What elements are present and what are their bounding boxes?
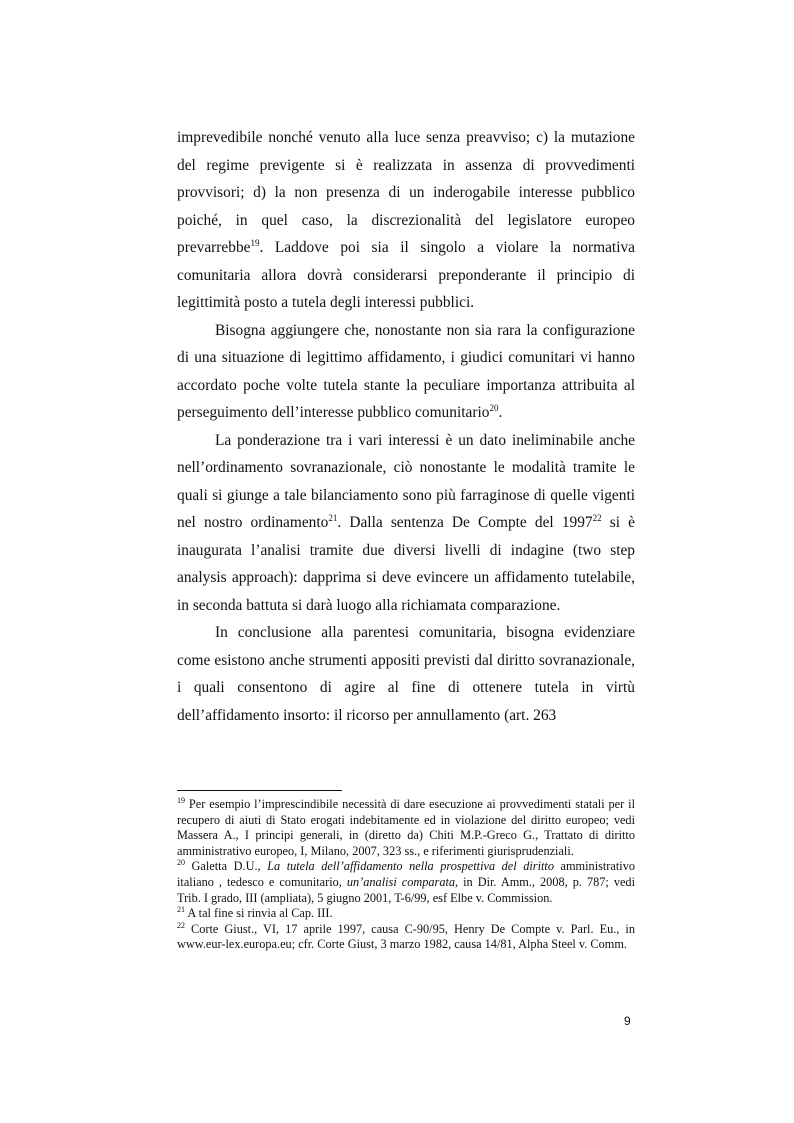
footnote-22: $^{22}$ Corte Giust., VI, 17 aprile 1997, causa C-90/95, Henry De Compte v. Parl. Eu., in www.eur-lex.europa.eu; cfr. Corte Giust, 3 marzo 1982, causa 14/81, Alpha Steel v. Comm. — [177, 920, 635, 952]
footnote-ref-19: 19 — [250, 238, 260, 248]
footnote-ref-21: 21 — [328, 513, 338, 523]
footnote-20: $^{20}$ Galetta D.U., La tutela dell’affidamento nella prospettiva del diritto amministrativo italiano , tedesco e comunitario, un’analisi comparata, in Dir. Amm., 2008, p. 787; vedi Trib. I grado, III (ampliata), 5 giugno 2001, T-6/99, esf Elbe v. Commission. — [177, 858, 635, 905]
footnote-ref-22: 22 — [592, 513, 602, 523]
paragraph-2: Bisogna aggiungere che, nonostante non sia rara la configurazione di una situazione di legittimo affidamento, i giudici comunitari vi hanno accordato poche volte tutela stante la peculiare importanza attribuita al perseguimento dell’interesse pubblico comunitario$^{20}$. — [177, 321, 635, 421]
footnote-19: $^{19}$ Per esempio l’imprescindibile necessità di dare esecuzione ai provvedimenti statali per il recupero di aiuti di Stato erogati indebitamente ed in violazione del diritto europeo; vedi Massera A., I principi generali, in (diretto da) Chiti M.P.-Greco G., Trattato di diritto amministrativo europeo, I, Milano, 2007, 323 ss., e riferimenti giurisprudenziali. — [177, 796, 635, 858]
paragraph-4: In conclusione alla parentesi comunitaria, bisogna evidenziare come esistono anche strumenti appositi previsti dal diritto sovranazionale, i quali consentono di agire al fine di ottenere tutela in virtù dell’affidamento insorto: il ricorso per annullamento (art. 263 — [177, 624, 635, 724]
body-text — [177, 124, 635, 729]
footnote-separator — [177, 790, 342, 791]
footnote-20-subtitle: , un’analisi comparata — [338, 874, 456, 889]
footnote-ref-20: 20 — [489, 403, 499, 413]
footnotes — [177, 797, 635, 953]
paragraph-1: imprevedibile nonché venuto alla luce senza preavviso; c) la mutazione del regime previgente si è realizzata in assenza di provvedimenti provvisori; d) la non presenza di un inderogabile interesse pubblico poiché, in quel caso, la discrezionalità del legislatore europeo prevarrebbe$^{19}$. Laddove poi sia il singolo a violare la normativa comunitaria allora dovrà considerarsi preponderante il principio di legittimità posto a tutela degli interessi pubblici. — [177, 129, 635, 311]
footnote-21: $^{21}$ A tal fine si rinvia al Cap. III. — [177, 905, 333, 921]
footnote-20-title: La tutela dell’affidamento nella prospettiva del diritto — [267, 859, 554, 874]
paragraph-3: La ponderazione tra i vari interessi è un dato ineliminabile anche nell’ordinamento sovranazionale, ciò nonostante le modalità tramite le quali si giunge a tale bilanciamento sono più farraginose di quelle vigenti nel nostro ordinamento$^{21}$. Dalla sentenza De Compte del 1997$^{22}$ si è inaugurata l’analisi tramite due diversi livelli di indagine (two step analysis approach): dapprima si deve evincere un affidamento tutelabile, in seconda battuta si darà luogo alla richiamata comparazione. — [177, 431, 636, 614]
page-number: 9 — [624, 1014, 631, 1028]
